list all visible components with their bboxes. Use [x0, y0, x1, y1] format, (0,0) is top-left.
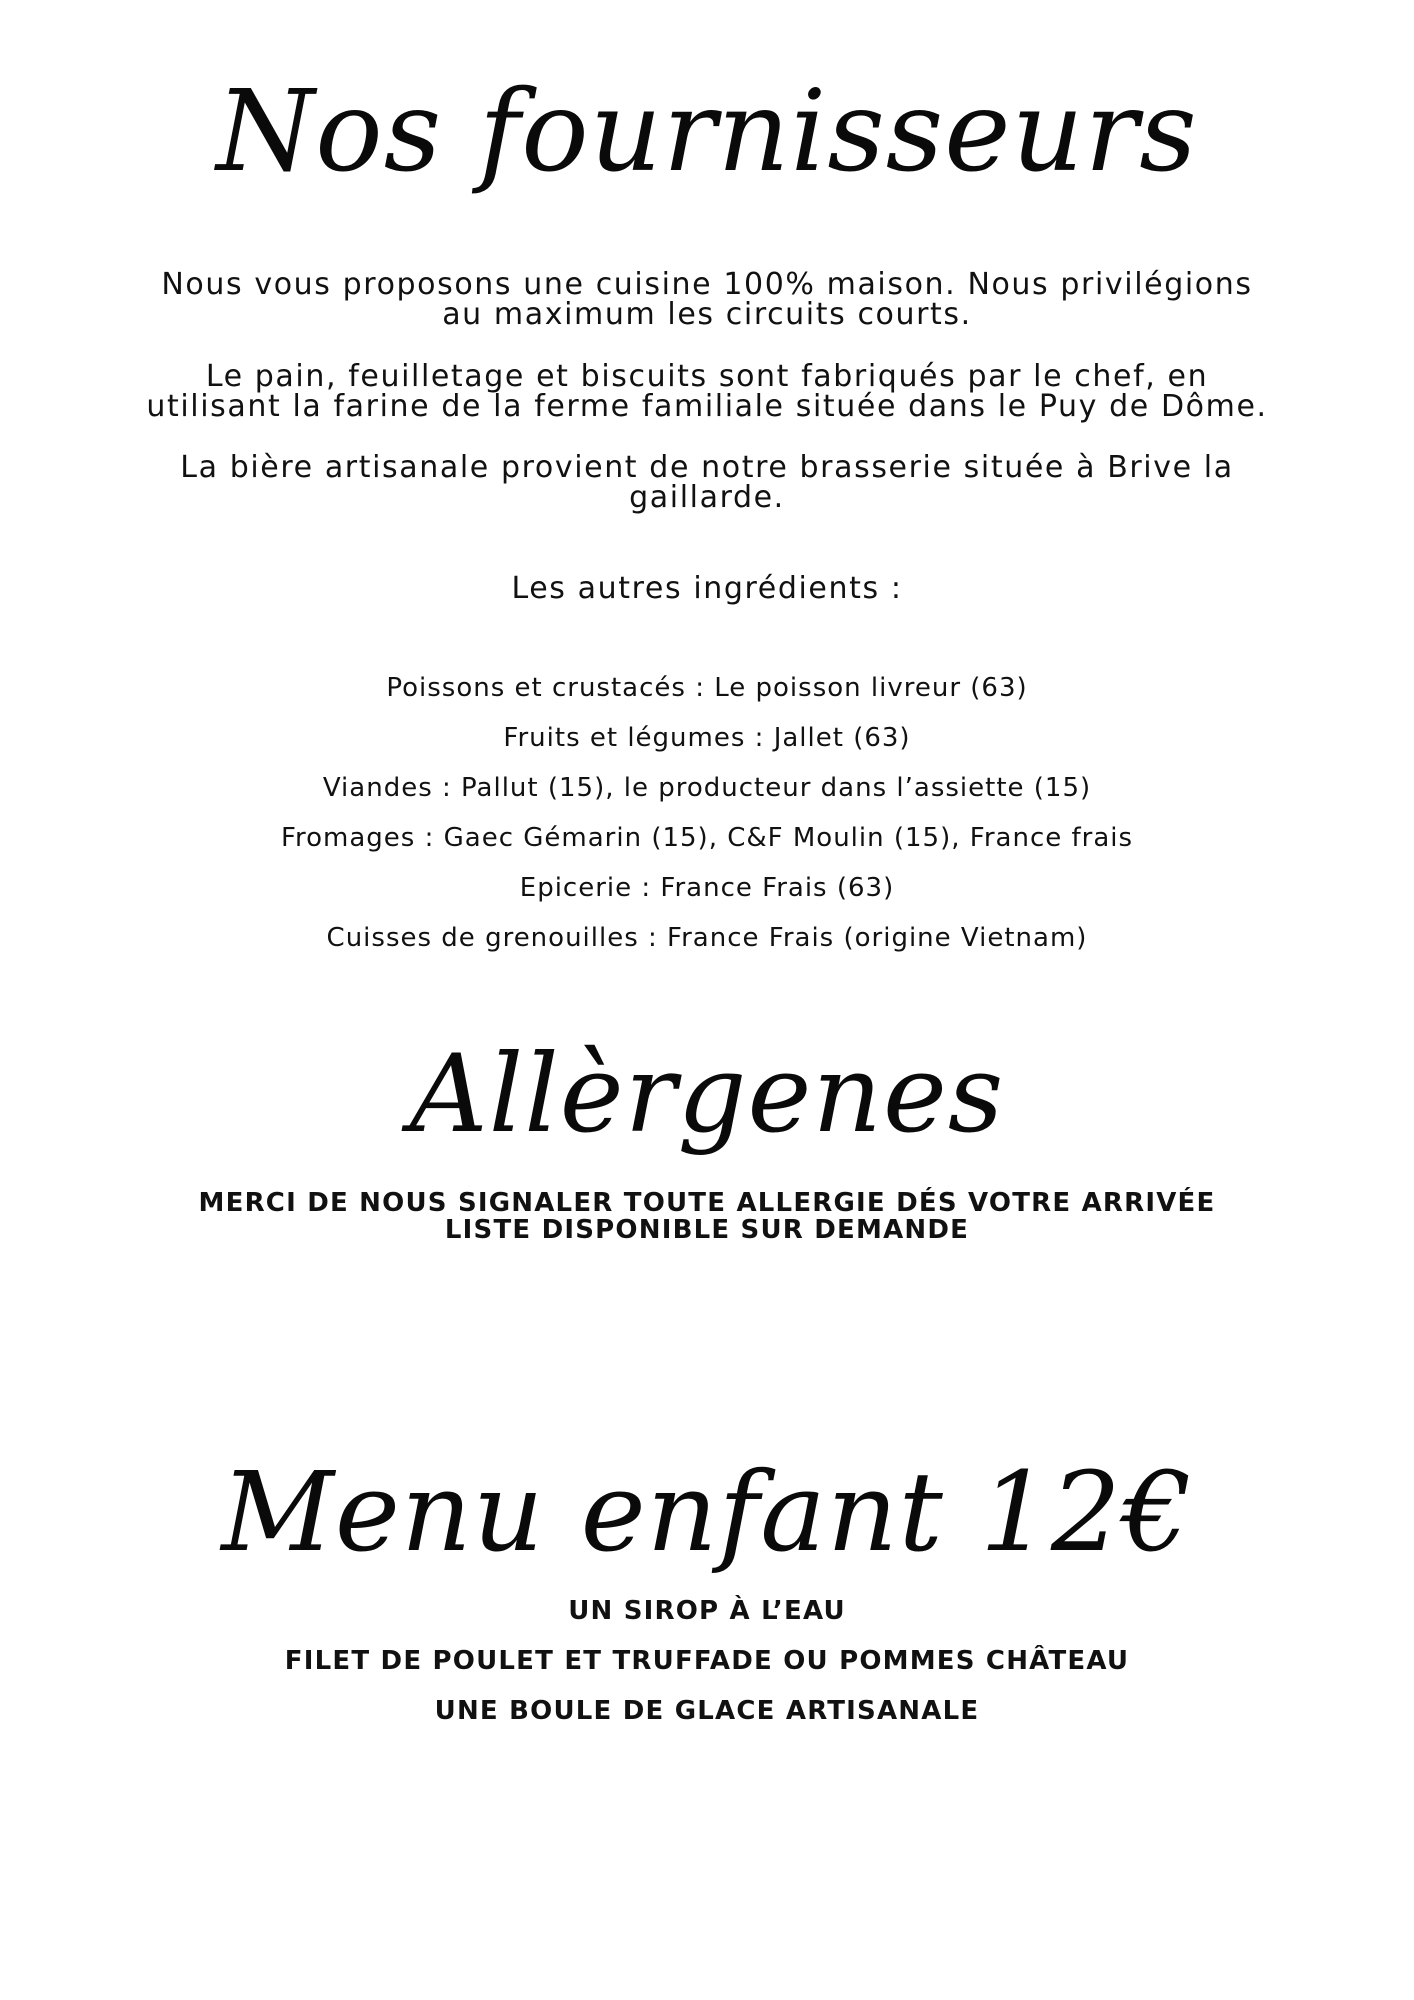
others-heading: Les autres ingrédients : — [511, 571, 903, 606]
paragraph-line: Le pain, feuilletage et biscuits sont fabriqués par le chef, en — [205, 359, 1209, 394]
kids-menu-item: FILET DE POULET ET TRUFFADE OU POMMES CHÂTEAU — [284, 1646, 1130, 1676]
supplier-list — [0, 663, 1414, 963]
kids-menu-list — [0, 1586, 1414, 1736]
paragraph-line: gaillarde. — [629, 480, 785, 515]
intro-paragraph — [0, 267, 1414, 332]
paragraph-line: La bière artisanale provient de notre brasserie située à Brive la — [180, 450, 1234, 485]
allergy-notice — [0, 1190, 1414, 1244]
beer-paragraph — [0, 450, 1414, 515]
supplier-item: Fromages : Gaec Gémarin (15), C&F Moulin (15), France frais — [280, 823, 1134, 853]
menu-enfant-title: Menu enfant 12€ — [221, 1448, 1193, 1576]
kids-menu-item: UNE BOULE DE GLACE ARTISANALE — [434, 1696, 980, 1726]
supplier-item: Cuisses de grenouilles : France Frais (origine Vietnam) — [326, 923, 1088, 953]
bread-paragraph — [0, 359, 1414, 424]
allergy-line: LISTE DISPONIBLE SUR DEMANDE — [444, 1215, 970, 1245]
supplier-item: Viandes : Pallut (15), le producteur dans l’assiette (15) — [322, 773, 1092, 803]
paragraph-line: Nous vous proposons une cuisine 100% maison. Nous privilégions — [161, 267, 1253, 302]
supplier-item: Poissons et crustacés : Le poisson livreur (63) — [386, 673, 1028, 703]
allergy-line: MERCI DE NOUS SIGNALER TOUTE ALLERGIE DÉS VOTRE ARRIVÉE — [198, 1188, 1216, 1218]
kids-menu-item: UN SIROP À L’EAU — [568, 1596, 846, 1626]
allergenes-title: Allèrgenes — [409, 1032, 1005, 1157]
supplier-item: Fruits et légumes : Jallet (63) — [503, 723, 911, 753]
supplier-item: Epicerie : France Frais (63) — [519, 873, 895, 903]
fournisseurs-title: Nos fournisseurs — [216, 67, 1198, 197]
others-heading-wrap — [0, 571, 1414, 606]
paragraph-line: utilisant la farine de la ferme familiale située dans le Puy de Dôme. — [146, 389, 1268, 424]
paragraph-line: au maximum les circuits courts. — [442, 297, 972, 332]
